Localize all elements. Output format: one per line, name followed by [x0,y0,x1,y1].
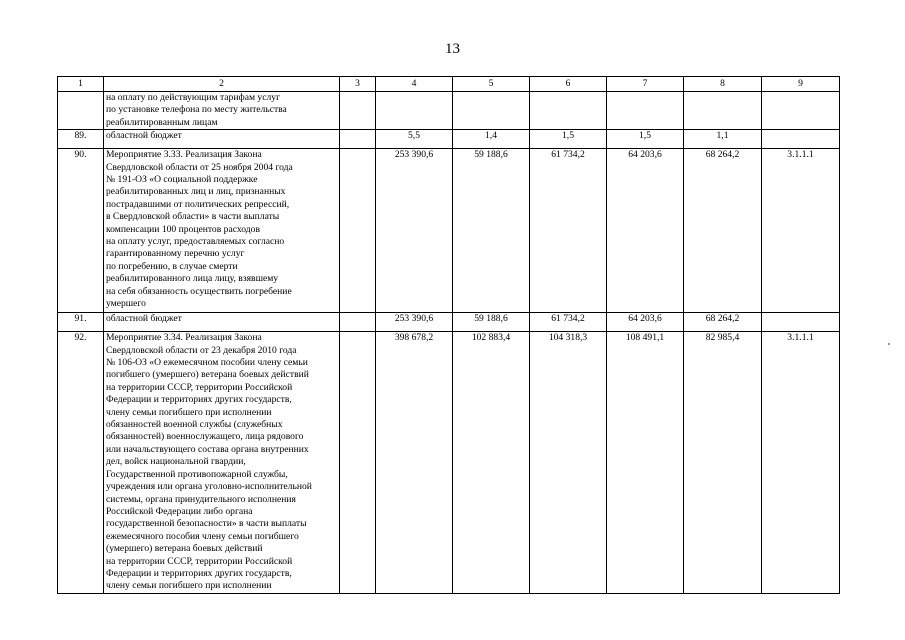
cell-col8: 68 264,2 [684,149,762,313]
cell-col5: 102 883,4 [453,332,530,594]
header-cell: 1 [58,77,104,92]
cell-col8 [684,92,762,130]
row-number: 92. [58,332,104,594]
cell-col4 [376,92,453,130]
table-row [58,149,840,313]
row-number: 91. [58,313,104,332]
row-description: на оплату по действующим тарифам услуг по установке телефона по месту жительства реабилитированным лицам [104,92,340,130]
header-cell: 4 [376,77,453,92]
row-number [58,92,104,130]
header-row [58,77,840,92]
row-number: 89. [58,130,104,149]
cell-col9 [762,92,840,130]
cell-col8: 82 985,4 [684,332,762,594]
cell-col5: 1,4 [453,130,530,149]
cell-col7: 108 491,1 [607,332,684,594]
table-row [58,332,840,594]
table-row [58,130,840,149]
cell-col7: 64 203,6 [607,313,684,332]
cell-col7: 1,5 [607,130,684,149]
row-description: областной бюджет [104,313,340,332]
budget-table [57,76,840,594]
row-description: Мероприятие 3.34. Реализация Закона Свердловской области от 23 декабря 2010 года № 106-ОЗ «О ежемесячном пособии члену семьи погибшего (умершего) ветерана боевых действий на территории СССР, территории Российской Федерации и территориях других государств, члену семьи погибшего при исполнении обязанностей военной службы (служебных обязанностей) военнослужащего, лица рядового или начальствующего состава органа внутренних дел, войск национальной гвардии, Государственной противопожарной службы, учреждения или органа уголовно-исполнительной системы, органа принудительного исполнения Российской Федерации либо органа государственной безопасности» в части выплаты ежемесячного пособия члену семьи погибшего (умершего) ветерана боевых действий на территории СССР, территории Российской Федерации и территориях других государств, члену семьи погибшего при исполнении [104,332,340,594]
header-cell: 9 [762,77,840,92]
cell-col3 [340,92,376,130]
cell-col5: 59 188,6 [453,313,530,332]
scan-speck [888,343,890,345]
cell-col5 [453,92,530,130]
cell-col3 [340,149,376,313]
row-number: 90. [58,149,104,313]
cell-col4: 253 390,6 [376,149,453,313]
row-description: областной бюджет [104,130,340,149]
cell-col6: 104 318,3 [530,332,607,594]
cell-col9 [762,130,840,149]
cell-col3 [340,332,376,594]
table-row [58,92,840,130]
header-cell: 5 [453,77,530,92]
cell-col8: 1,1 [684,130,762,149]
row-description: Мероприятие 3.33. Реализация Закона Свердловской области от 25 ноября 2004 года № 191-ОЗ «О социальной поддержке реабилитированных лиц и лиц, признанных пострадавшими от политических репрессий, в Свердловской области» в части выплаты компенсации 100 процентов расходов на оплату услуг, предоставляемых согласно гарантированному перечню услуг по погребению, в случае смерти реабилитированного лица лицу, взявшему на себя обязанность осуществить погребение умершего [104,149,340,313]
cell-col9: 3.1.1.1 [762,149,840,313]
cell-col8: 68 264,2 [684,313,762,332]
cell-col4: 5,5 [376,130,453,149]
cell-col3 [340,130,376,149]
cell-col6: 1,5 [530,130,607,149]
cell-col9 [762,313,840,332]
cell-col7: 64 203,6 [607,149,684,313]
page-number: 13 [445,41,460,57]
header-cell: 2 [104,77,340,92]
header-cell: 8 [684,77,762,92]
cell-col4: 398 678,2 [376,332,453,594]
header-cell: 7 [607,77,684,92]
header-cell: 6 [530,77,607,92]
cell-col7 [607,92,684,130]
cell-col6: 61 734,2 [530,313,607,332]
table-row [58,313,840,332]
cell-col3 [340,313,376,332]
cell-col6 [530,92,607,130]
header-cell: 3 [340,77,376,92]
cell-col5: 59 188,6 [453,149,530,313]
cell-col6: 61 734,2 [530,149,607,313]
cell-col4: 253 390,6 [376,313,453,332]
table-body [58,77,840,594]
cell-col9: 3.1.1.1 [762,332,840,594]
